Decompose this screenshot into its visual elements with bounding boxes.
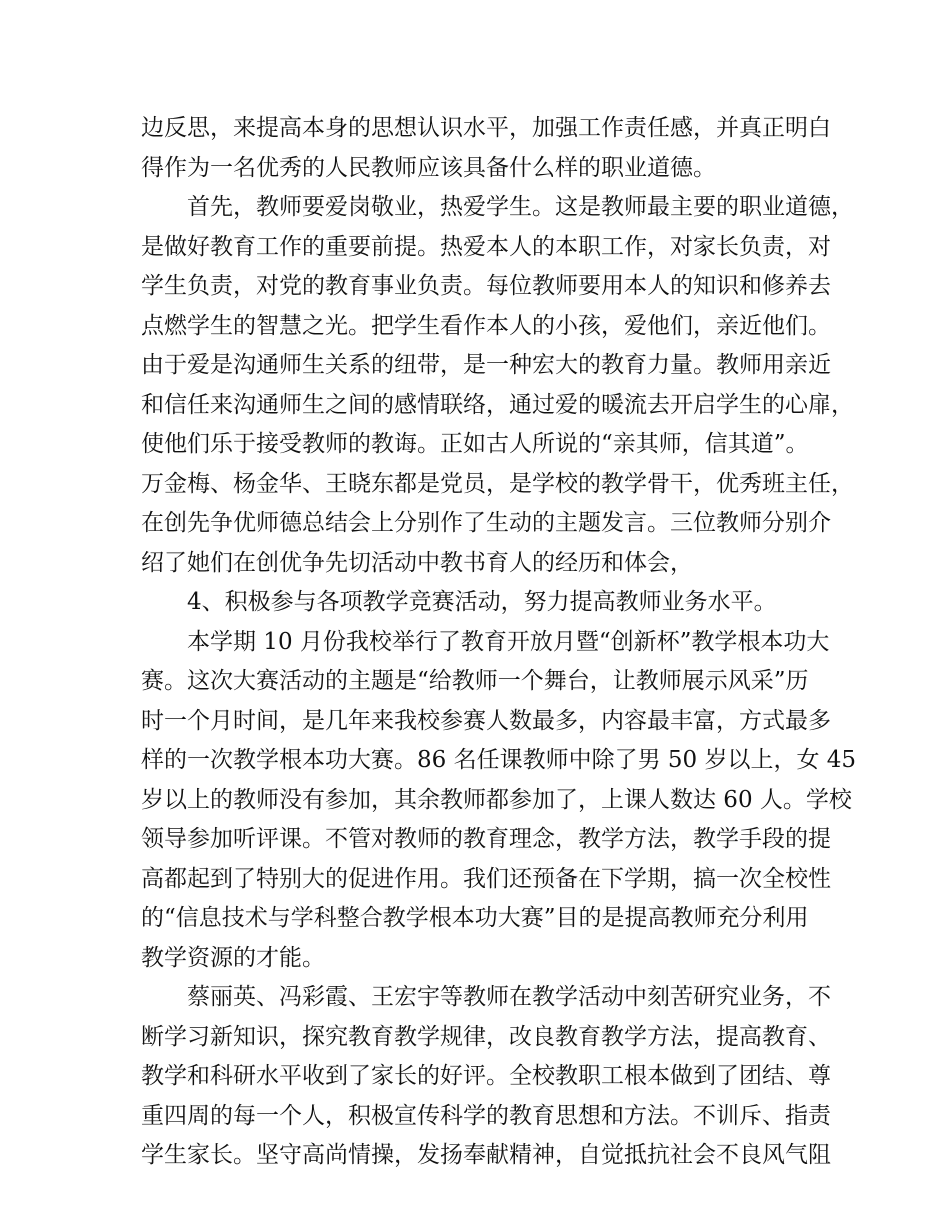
text-line: 本学期 10 月份我校举行了教育开放月暨“创新杯”教学根本功大 xyxy=(187,628,830,655)
document-body xyxy=(141,109,857,1176)
text-line: 万金梅、杨金华、王晓东都是党员，是学校的教学骨干，优秀班主任， xyxy=(141,470,854,497)
text-line: 首先，教师要爱岗敬业，热爱学生。这是教师最主要的职业道德， xyxy=(187,194,854,220)
text-line: 高都起到了特别大的促进作用。我们还预备在下学期，搞一次全校性 xyxy=(141,865,831,892)
text-line: 的“信息技术与学科整合教学根本功大赛”目的是提高教师充分利用 xyxy=(141,905,809,931)
text-line: 重四周的每一个人，积极宣传科学的教育思想和方法。不训斥、指责 xyxy=(141,1102,831,1129)
text-line: 是做好教育工作的重要前提。热爱本人的本职工作，对家长负责，对 xyxy=(141,233,831,260)
text-line: 由于爱是沟通师生关系的纽带，是一种宏大的教育力量。教师用亲近 xyxy=(141,352,831,378)
text-line: 时一个月时间，是几年来我校参赛人数最多，内容最丰富，方式最多 xyxy=(141,707,831,734)
text-line: 赛。这次大赛活动的主题是“给教师一个舞台，让教师展示风采”历 xyxy=(141,668,809,694)
text-line: 在创先争优师德总结会上分别作了生动的主题发言。三位教师分别介 xyxy=(141,510,831,536)
paragraph xyxy=(141,978,831,1176)
text-line: 4、积极参与各项教学竞赛活动，努力提高教师业务水平。 xyxy=(187,589,777,615)
paragraph xyxy=(141,623,857,979)
text-line: 岁以上的教师没有参加，其余教师都参加了，上课人数达 60 人。学校 xyxy=(141,786,852,813)
paragraph xyxy=(141,583,831,623)
text-line: 断学习新知识，探究教育教学规律，改良教育教学方法，提高教育、 xyxy=(141,1023,831,1050)
text-line: 使他们乐于接受教师的教诲。正如古人所说的“亲其师，信其道”。 xyxy=(141,431,809,457)
text-line: 领导参加听评课。不管对教师的教育理念，教学方法，教学手段的提 xyxy=(141,826,831,852)
text-line: 教学资源的才能。 xyxy=(141,944,325,971)
text-line: 蔡丽英、冯彩霞、王宏宇等教师在教学活动中刻苦研究业务，不 xyxy=(187,984,831,1010)
text-line: 边反思，来提高本身的思想认识水平，加强工作责任感，并真正明白 xyxy=(141,115,831,141)
text-line: 样的一次教学根本功大赛。86 名任课教师中除了男 50 岁以上，女 45 xyxy=(141,747,857,773)
text-line: 学生家长。坚守高尚情操，发扬奉献精神，自觉抵抗社会不良风气阻 xyxy=(141,1142,831,1168)
paragraph xyxy=(141,188,854,583)
paragraph xyxy=(141,109,831,188)
text-line: 得作为一名优秀的人民教师应该具备什么样的职业道德。 xyxy=(141,154,716,181)
text-line: 和信任来沟通师生之间的感情联络，通过爱的暖流去开启学生的心扉， xyxy=(141,391,854,418)
text-line: 点燃学生的智慧之光。把学生看作本人的小孩，爱他们，亲近他们。 xyxy=(141,312,831,339)
text-line: 教学和科研水平收到了家长的好评。全校教职工根本做到了团结、尊 xyxy=(141,1063,831,1089)
text-line: 绍了她们在创优争先切活动中教书育人的经历和体会， xyxy=(141,549,693,576)
text-line: 学生负责，对党的教育事业负责。每位教师要用本人的知识和修养去 xyxy=(141,273,831,299)
